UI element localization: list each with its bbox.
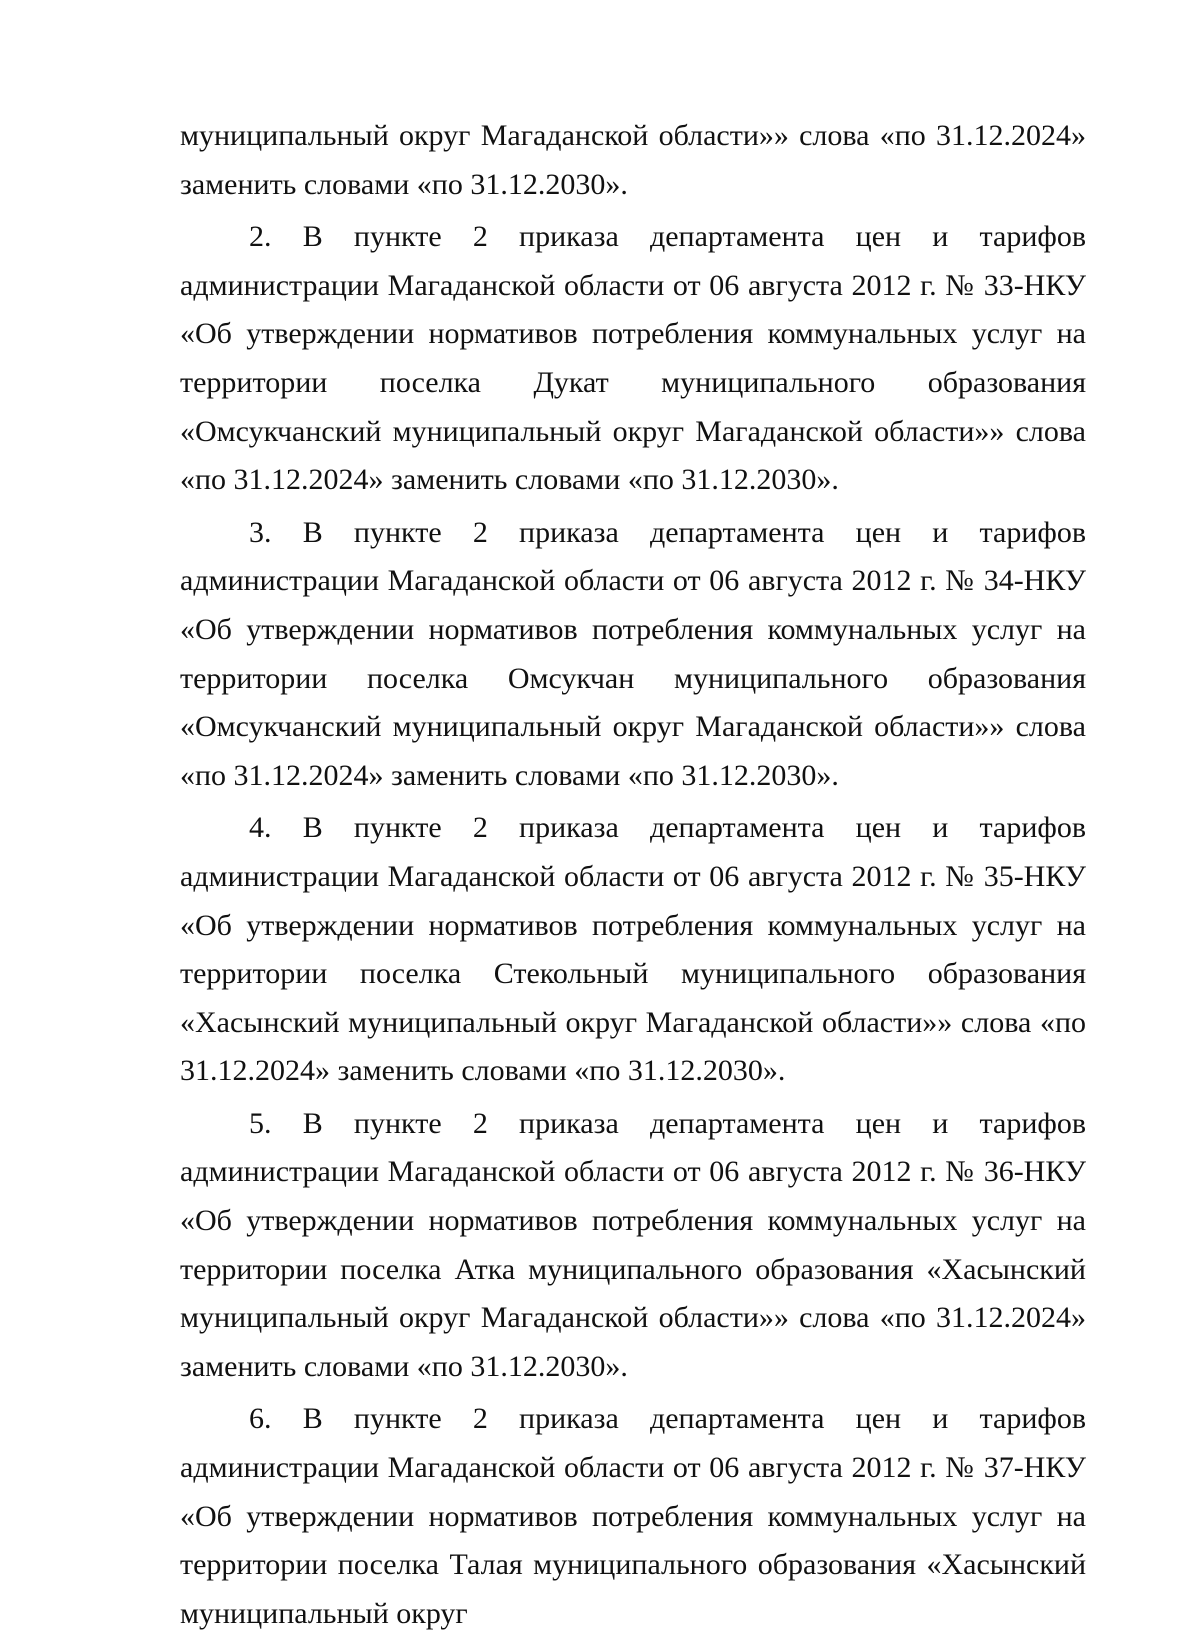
paragraph-item-6: 6. В пункте 2 приказа департамента цен и тарифов администрации Магаданской области от 06 августа 2012 г. № 37-НКУ «Об утверждении нормативов потребления коммунальных услуг на территории поселка Талая муниципального образования «Хасынский муниципальный округ xyxy=(180,1402,1086,1630)
paragraph-item-3: 3. В пункте 2 приказа департамента цен и тарифов администрации Магаданской области от 06 августа 2012 г. № 34-НКУ «Об утверждении нормативов потребления коммунальных услуг на территории поселка Омсукчан муниципального образования «Омсукчанский муниципальный округ Магаданской области»» слова «по 31.12.2024» заменить словами «по 31.12.2030». xyxy=(180,515,1086,792)
paragraph-item-4: 4. В пункте 2 приказа департамента цен и тарифов администрации Магаданской области от 06 августа 2012 г. № 35-НКУ «Об утверждении нормативов потребления коммунальных услуг на территории поселка Стекольный муниципального образования «Хасынский муниципальный округ Магаданской области»» слова «по 31.12.2024» заменить словами «по 31.12.2030». xyxy=(180,811,1086,1088)
paragraph-continuation: муниципальный округ Магаданской области»» слова «по 31.12.2024» заменить словами «по 31.12.2030». xyxy=(180,119,1086,201)
paragraph-item-5: 5. В пункте 2 приказа департамента цен и тарифов администрации Магаданской области от 06 августа 2012 г. № 36-НКУ «Об утверждении нормативов потребления коммунальных услуг на территории поселка Атка муниципального образования «Хасынский муниципальный округ Магаданской области»» слова «по 31.12.2024» заменить словами «по 31.12.2030». xyxy=(180,1106,1086,1383)
paragraph-item-2: 2. В пункте 2 приказа департамента цен и тарифов администрации Магаданской области от 06 августа 2012 г. № 33-НКУ «Об утверждении нормативов потребления коммунальных услуг на территории поселка Дукат муниципального образования «Омсукчанский муниципальный округ Магаданской области»» слова «по 31.12.2024» заменить словами «по 31.12.2030». xyxy=(180,220,1086,497)
document-page xyxy=(180,112,1086,1642)
